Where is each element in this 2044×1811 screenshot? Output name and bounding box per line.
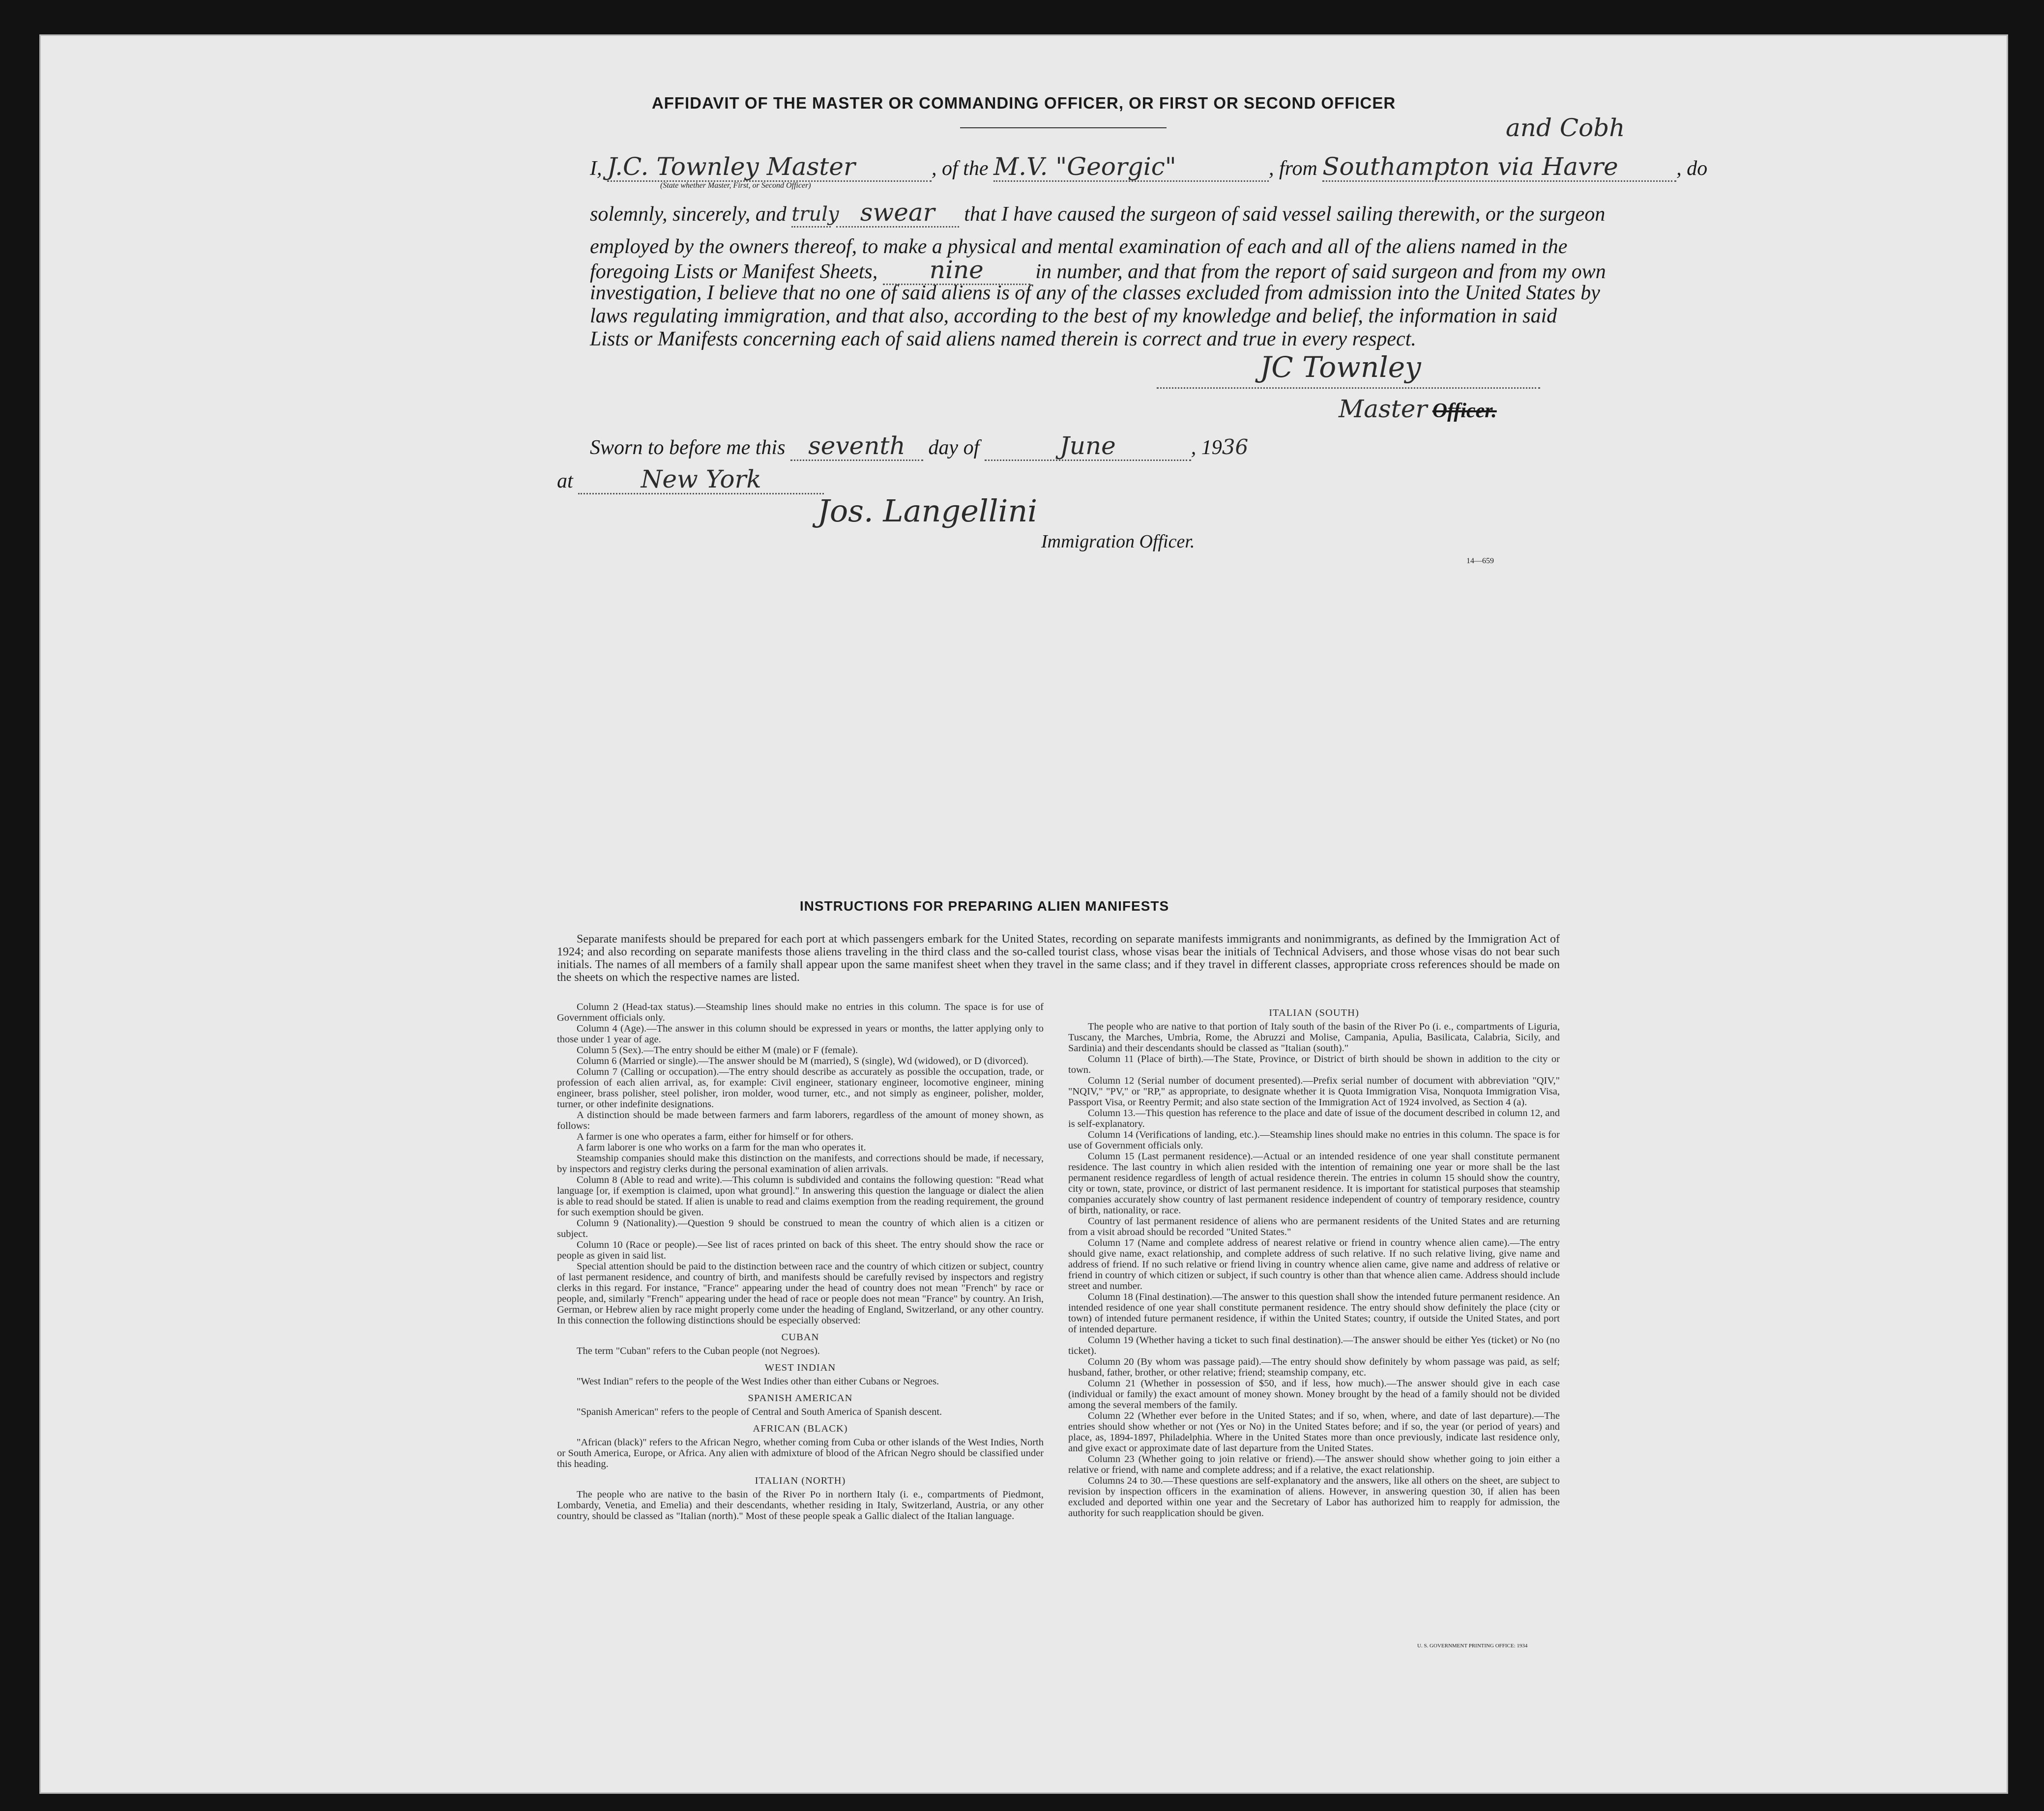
- vessel-field: [993, 152, 1269, 182]
- instruction-paragraph: Steamship companies should make this distinction on the manifests, and corrections should be made, if necessary, by inspectors and registry clerks during the personal examination of alien arrivals.: [557, 1153, 1044, 1175]
- section-heading: CUBAN: [781, 1332, 819, 1343]
- punch-hole: [2026, 575, 2044, 601]
- vessel-name: M.V. "Georgic": [993, 152, 1176, 181]
- instruction-paragraph: Column 10 (Race or people).—See list of races printed on back of this sheet. The entry should show the race or people as given in said list.: [557, 1239, 1044, 1261]
- section-heading: WEST INDIAN: [764, 1362, 836, 1373]
- master-name: J.C. Townley Master: [607, 152, 855, 181]
- place-field: [578, 467, 824, 494]
- instructions-title: INSTRUCTIONS FOR PREPARING ALIEN MANIFESTS: [799, 898, 1169, 914]
- sworn-prefix: Sworn to before me this: [590, 436, 786, 459]
- line2-b: that I have caused the surgeon of said vessel sailing therewith, or the surgeon: [964, 203, 1606, 226]
- affidavit-line-3: employed by the owners thereof, to make a physical and mental examination of each and all of the aliens named in the: [590, 235, 1568, 258]
- instruction-paragraph: "African (black)" refers to the African Negro, whether coming from Cuba or other islands of the West Indies, North or South America, Europe, or Africa. Any alien with admixture of blood of the African Negro should be classified under this heading.: [557, 1437, 1044, 1469]
- at-label: at: [557, 470, 573, 492]
- month-field: [985, 431, 1191, 461]
- instruction-paragraph: Column 9 (Nationality).—Question 9 should be construed to mean the country of which alien is a citizen or subject.: [557, 1218, 1044, 1239]
- punch-hole: [2031, 1135, 2044, 1161]
- section-heading: ITALIAN (SOUTH): [1269, 1007, 1359, 1018]
- instruction-paragraph: Column 11 (Place of birth).—The State, Province, or District of birth should be shown in addition to the city or town.: [1068, 1054, 1560, 1075]
- instruction-paragraph: Column 21 (Whether in possession of $50, and if less, how much).—The answer should give in each case (individual or family) the exact amount of money shown. Money brought by the head of a family should not be divided among the several members of the family.: [1068, 1378, 1560, 1410]
- number-hand: nine: [929, 256, 984, 284]
- affidavit-line-6: laws regulating immigration, and that also, according to the best of my knowledge and belief, the information in said: [590, 305, 1557, 327]
- instruction-paragraph: Column 4 (Age).—The answer in this column should be expressed in years or months, the latter applying only to those under 1 year of age.: [557, 1023, 1044, 1045]
- instruction-paragraph: The people who are native to that portion of Italy south of the basin of the River Po (i. e., compartments of Liguria, Tuscany, the Marches, Umbria, Rome, the Abruzzi and Molise, Campania, Apulia, Basilicata, Calabria, Sicily, and Sardinia) and their descendants should be classed as "Italian (south).": [1068, 1021, 1560, 1054]
- master-signature: JC Townley: [1260, 350, 1421, 384]
- year-hand: 36: [1222, 435, 1249, 459]
- instructions-right-column: [1068, 1002, 1560, 1519]
- line2-a: solemnly, sincerely, and: [590, 203, 787, 226]
- instruction-paragraph: Column 5 (Sex).—The entry should be either M (male) or F (female).: [577, 1045, 858, 1056]
- punch-hole: [2031, 1553, 2044, 1579]
- day-of: day of: [928, 436, 980, 459]
- instruction-paragraph: Column 13.—This question has reference to the place and date of issue of the document described in column 12, and is self-explanatory.: [1068, 1108, 1560, 1129]
- instruction-paragraph: Column 14 (Verifications of landing, etc.).—Steamship lines should make no entries in this column. The space is for use of Government officials only.: [1068, 1129, 1560, 1151]
- instruction-paragraph: Column 22 (Whether ever before in the United States; and if so, when, where, and date of last departure).—The entries should show whether or not (Yes or No) in the United States before; and if so, the year (or period of years) and place, as, 1894-1897, Philadelphia. Where in the United States more than once previously, indicate last residence only, and give exact or approximate date of last departure from the United States.: [1068, 1410, 1560, 1454]
- instruction-paragraph: Column 15 (Last permanent residence).—Actual or an intended residence of one year shall constitute permanent residence. The last country in which alien resided with the intention of remaining one year or more shall be the last permanent residence regardless of length of actual residence therein. The entries in column 15 should show the country, city or town, state, province, or district of last permanent residence. It is important for statistical purposes that steamship companies accurately show country of last permanent residence independent of country of temporary residence, country of birth, nationality, or race.: [1068, 1151, 1560, 1216]
- affidavit-line-5: investigation, I believe that no one of said aliens is of any of the classes excluded from admission into the United States by: [590, 282, 1600, 304]
- instruction-paragraph: Column 18 (Final destination).—The answer to this question shall show the intended future permanent residence. An intended residence of one year shall constitute permanent residence. The entry should show definitely the place (city or town) of intended future permanent residence, if within the United States; country, if outside the United States, and port of intended departure.: [1068, 1292, 1560, 1335]
- port-field: [1322, 152, 1676, 182]
- section-heading: SPANISH AMERICAN: [748, 1393, 853, 1404]
- officer-title: Immigration Officer.: [1041, 531, 1195, 552]
- line4-b: in number, and that from the report of said surgeon and from my own: [1035, 260, 1606, 283]
- master-name-field: [607, 152, 932, 182]
- place-hand: New York: [641, 465, 761, 493]
- instruction-paragraph: The people who are native to the basin of the River Po in northern Italy (i. e., compartments of Piedmont, Lombardy, Venetia, and Emelia) and their descendants, whether residing in Italy, Switzerland, Austria, or any other country, should be classed as "Italian (north)." Most of these people speak a Gallic dialect of the Italian language.: [557, 1489, 1044, 1522]
- printer-note: U. S. GOVERNMENT PRINTING OFFICE: 1934: [1417, 1643, 1528, 1649]
- punch-hole: [2026, 324, 2044, 350]
- instruction-paragraph: Column 17 (Name and complete address of nearest relative or friend in country whence alien came).—The entry should give name, exact relationship, and complete address of such relative. If no such relative living, give name and address of friend. If no such relative or friend living in country whence alien came, give name and address of relative or friend in country of which citizen or subject, if such country is other than that whence alien came. Address should include street and number.: [1068, 1237, 1560, 1292]
- punch-hole: [2031, 1219, 2044, 1244]
- instruction-paragraph: Column 7 (Calling or occupation).—The entry should describe as accurately as possible the occupation, trade, or profession of each alien arrival, as, for example: Civil engineer, stationary engineer, locomotive engineer, mining engineer, brass polisher, steel polisher, iron molder, wood turner, etc., and not simply as engineer, polisher, molder, turner, or other indefinite designations.: [557, 1066, 1044, 1110]
- day-field: [790, 431, 923, 461]
- sworn-line: [590, 431, 1249, 461]
- instructions-left-column: [557, 1002, 1044, 1522]
- year-prefix: , 19: [1191, 436, 1222, 459]
- section-heading: ITALIAN (NORTH): [755, 1475, 846, 1486]
- instruction-paragraph: "West Indian" refers to the people of the West Indies other than either Cubans or Negroes.: [577, 1376, 939, 1387]
- port-name: Southampton via Havre: [1322, 152, 1618, 181]
- swear-hand: swear: [860, 198, 935, 227]
- instruction-paragraph: The term "Cuban" refers to the Cuban people (not Negroes).: [577, 1346, 820, 1356]
- under-caption: (State whether Master, First, or Second Officer): [660, 181, 811, 190]
- instruction-paragraph: A distinction should be made between farmers and farm laborers, regardless of the amount of money shown, as follows:: [557, 1110, 1044, 1131]
- instruction-paragraph: A farm laborer is one who works on a farm for the man who operates it.: [577, 1142, 866, 1153]
- instructions-intro: [557, 933, 1560, 984]
- line1-do: , do: [1676, 157, 1708, 180]
- instruction-paragraph: "Spanish American" refers to the people of Central and South America of Spanish descent.: [577, 1407, 942, 1417]
- punch-hole: [2026, 241, 2044, 266]
- document-sheet: [39, 34, 2008, 1794]
- line1-of-the: , of the: [932, 157, 989, 180]
- officer-signature: Jos. Langellini: [818, 493, 1038, 529]
- at-line: [557, 467, 824, 494]
- title-rule: [960, 127, 1167, 128]
- port-addendum: [1506, 114, 1625, 142]
- signature-line: [1157, 387, 1540, 389]
- instruction-paragraph: Columns 24 to 30.—These questions are self-explanatory and the answers, like all others on the sheet, are subject to revision by inspection officers in the examination of aliens. However, in answering question 30, if alien has been excluded and deported within one year and the Secretary of Labor has authorized him to reapply for admission, the authority for such reapplication should be given.: [1068, 1475, 1560, 1519]
- punch-hole: [2026, 659, 2044, 684]
- affidavit-title: AFFIDAVIT OF THE MASTER OR COMMANDING OFFICER, OR FIRST OR SECOND OFFICER: [651, 94, 1396, 112]
- punch-hole: [2031, 1469, 2044, 1495]
- truly-hand: truly: [791, 203, 839, 226]
- instruction-paragraph: Country of last permanent residence of aliens who are permanent residents of the United States and are returning from a visit abroad should be recorded "United States.": [1068, 1216, 1560, 1237]
- line1-from: , from: [1268, 157, 1317, 180]
- section-heading: AFRICAN (BLACK): [753, 1423, 848, 1434]
- instruction-paragraph: Column 6 (Married or single).—The answer should be M (married), S (single), Wd (widowed), or D (divorced).: [577, 1056, 1029, 1066]
- instruction-paragraph: Column 2 (Head-tax status).—Steamship lines should make no entries in this column. The space is for use of Government officials only.: [557, 1002, 1044, 1023]
- swear-field: [836, 198, 959, 228]
- instruction-paragraph: Column 20 (By whom was passage paid).—The entry should show definitely by whom passage was paid, as self; husband, father, brother, or other relative; friend; steamship company, etc.: [1068, 1356, 1560, 1378]
- day-hand: seventh: [808, 431, 905, 460]
- line4-a: foregoing Lists or Manifest Sheets,: [590, 260, 878, 283]
- intro-paragraph: Separate manifests should be prepared for each port at which passengers embark for the United States, recording on separate manifests immigrants and nonimmigrants, as defined by the Immigration Act of 1924; and also recording on separate manifests those aliens traveling in the third class and the so-called tourist class, whose visas bear the initials of Technical Advisers, and those whose visas do not bear such initials. The names of all members of a family shall appear upon the same manifest sheet when they travel in the same class; and if they travel in different classes, appropriate cross references should be made on the sheets on which the respective names are listed.: [557, 933, 1560, 984]
- instruction-paragraph: A farmer is one who operates a farm, either for himself or for others.: [577, 1131, 853, 1142]
- affidavit-line-2: [590, 198, 1606, 228]
- port-addendum-text: and Cobh: [1506, 114, 1625, 142]
- instruction-paragraph: Column 19 (Whether having a ticket to such final destination).—The answer should be either Yes (ticket) or No (no ticket).: [1068, 1335, 1560, 1356]
- form-number: 14—659: [1466, 557, 1494, 565]
- instruction-paragraph: Special attention should be paid to the distinction between race and the country of which citizen or subject, country of last permanent residence, and country of birth, and manifests should be carefully revised by inspectors and registry clerks in this regard. For instance, "France" appearing under the head of country does not mean "French" by race or people, and, similarly "French" appearing under the head of race or people does not mean "France" by country. An Irish, German, or Hebrew alien by race might properly come under the heading of England, Switzerland, or any other country. In this connection the following distinctions should be especially observed:: [557, 1261, 1044, 1326]
- instruction-paragraph: Column 23 (Whether going to join relative or friend).—The answer should show whether going to join either a relative or friend, with name and complete address; and if a relative, the exact relationship.: [1068, 1454, 1560, 1475]
- affidavit-line-7: Lists or Manifests concerning each of said aliens named therein is correct and true in every respect.: [590, 328, 1416, 350]
- line1-prefix: I,: [590, 157, 602, 180]
- affidavit-line-1: [590, 152, 1708, 182]
- instruction-paragraph: Column 8 (Able to read and write).—This column is subdivided and contains the following question: "Read what language [or, if exemption is claimed, upon what ground]." In answering this question the language or dialect the alien is able to read should be stated. If alien is unable to read and claims exemption from the reading requirement, the ground for such exemption should be given.: [557, 1175, 1044, 1218]
- signer-title-hand: Master: [1339, 395, 1428, 423]
- instruction-paragraph: Column 12 (Serial number of document presented).—Prefix serial number of document with abbreviation "QIV," "NQIV," "PV," or "RP," as appropriate, to designate whether it is Quota Immigration Visa, Nonquota Immigration Visa, Passport Visa, or Reentry Permit; and also state section of the Immigration Act of 1924 involved, as Section 4 (a).: [1068, 1075, 1560, 1108]
- month-hand: June: [1059, 431, 1116, 460]
- truly-field: [791, 202, 839, 228]
- signer-title: [1339, 397, 1497, 423]
- signer-title-struck: Officer.: [1432, 400, 1497, 422]
